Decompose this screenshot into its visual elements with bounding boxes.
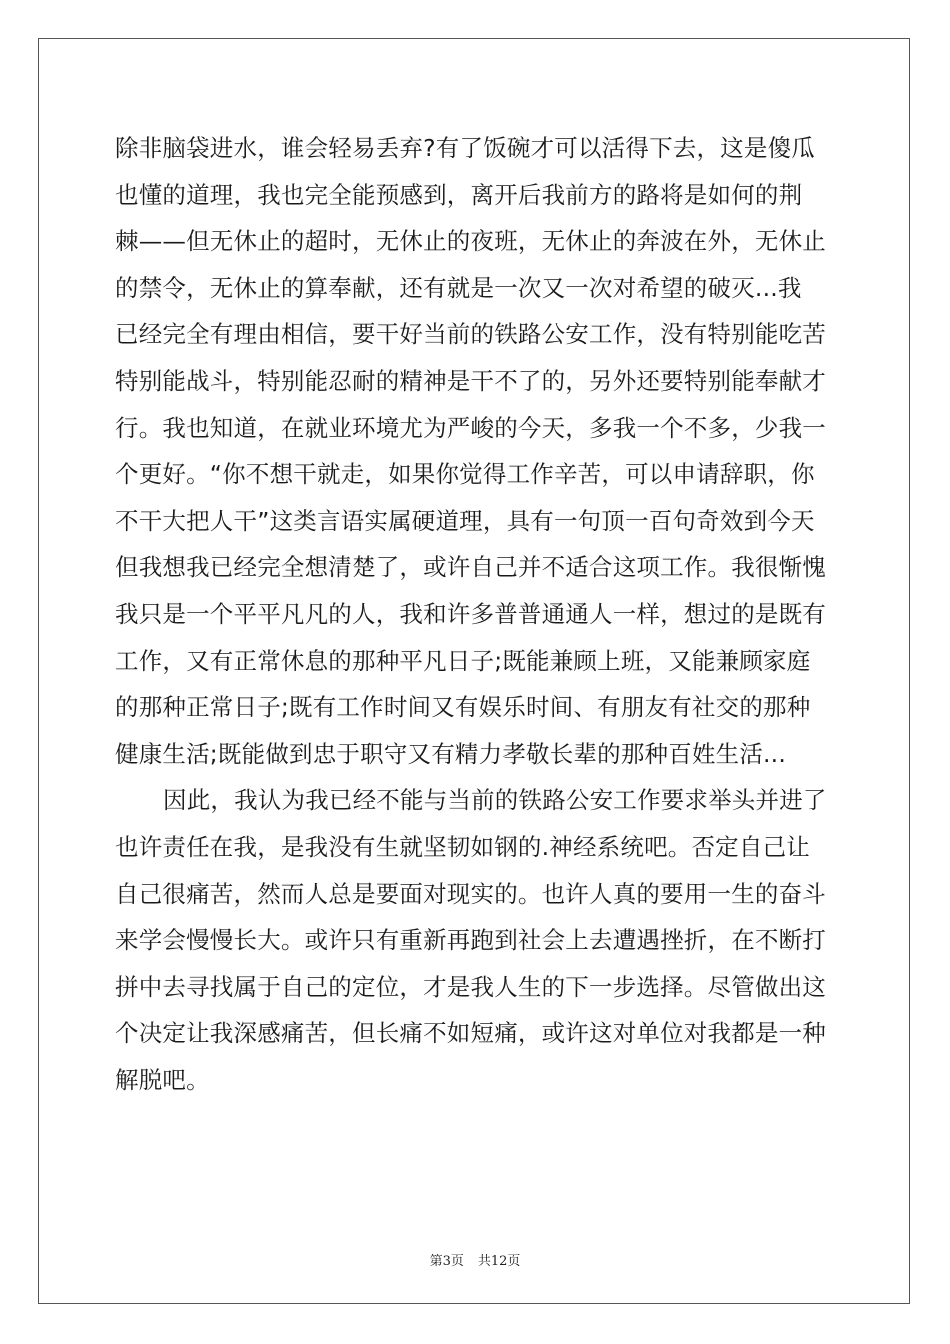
- text-line: 但我想我已经完全想清楚了，或许自己并不适合这项工作。我很惭愧: [115, 553, 826, 582]
- text-line: 的禁令，无休止的算奉献，还有就是一次又一次对希望的破灭...我: [115, 273, 802, 302]
- text-line: 我只是一个平平凡凡的人，我和许多普普通通人一样，想过的是既有: [115, 599, 826, 628]
- document-body: [115, 125, 835, 1103]
- text-line: 个更好。“你不想干就走，如果你觉得工作辛苦，可以申请辞职，你: [115, 460, 815, 489]
- text-line: 的那种正常日子;既有工作时间又有娱乐时间、有朋友有社交的那种: [115, 693, 811, 722]
- text-line: 也懂的道理，我也完全能预感到，离开后我前方的路将是如何的荆: [115, 180, 803, 209]
- paragraph-1: [115, 125, 835, 777]
- text-line: 因此，我认为我已经不能与当前的铁路公安工作要求举头并进了: [163, 786, 827, 815]
- text-line: 健康生活;既能做到忠于职守又有精力孝敬长辈的那种百姓生活...: [115, 739, 787, 768]
- text-line: 棘——但无休止的超时，无休止的夜班，无休止的奔波在外，无休止: [115, 227, 826, 256]
- text-line: 自己很痛苦，然而人总是要面对现实的。也许人真的要用一生的奋斗: [115, 879, 826, 908]
- text-line: 特别能战斗，特别能忍耐的精神是干不了的，另外还要特别能奉献才: [115, 366, 826, 395]
- text-line: 拼中去寻找属于自己的定位，才是我人生的下一步选择。尽管做出这: [115, 972, 826, 1001]
- text-line: 已经完全有理由相信，要干好当前的铁路公安工作，没有特别能吃苦: [115, 320, 826, 349]
- page-footer: [0, 1250, 950, 1269]
- text-line: 除非脑袋进水，谁会轻易丢弃?有了饭碗才可以活得下去，这是傻瓜: [115, 134, 815, 162]
- text-line: 不干大把人干”这类言语实属硬道理，具有一句顶一百句奇效到今天: [115, 506, 815, 535]
- text-line: 也许责任在我，是我没有生就坚韧如钢的.神经系统吧。否定自己让: [115, 832, 810, 861]
- text-line: 解脱吧。: [115, 1065, 210, 1094]
- text-line: 工作，又有正常休息的那种平凡日子;既能兼顾上班，又能兼顾家庭: [115, 646, 811, 675]
- text-line: 行。我也知道，在就业环境尤为严峻的今天，多我一个不多，少我一: [115, 413, 826, 442]
- text-line: 来学会慢慢长大。或许只有重新再跑到社会上去遭遇挫折，在不断打: [115, 926, 826, 955]
- paragraph-2: [115, 777, 835, 1103]
- text-line: 个决定让我深感痛苦，但长痛不如短痛，或许这对单位对我都是一种: [115, 1019, 826, 1048]
- page-total: 共12页: [477, 1254, 521, 1269]
- page-number: 第3页: [429, 1254, 464, 1269]
